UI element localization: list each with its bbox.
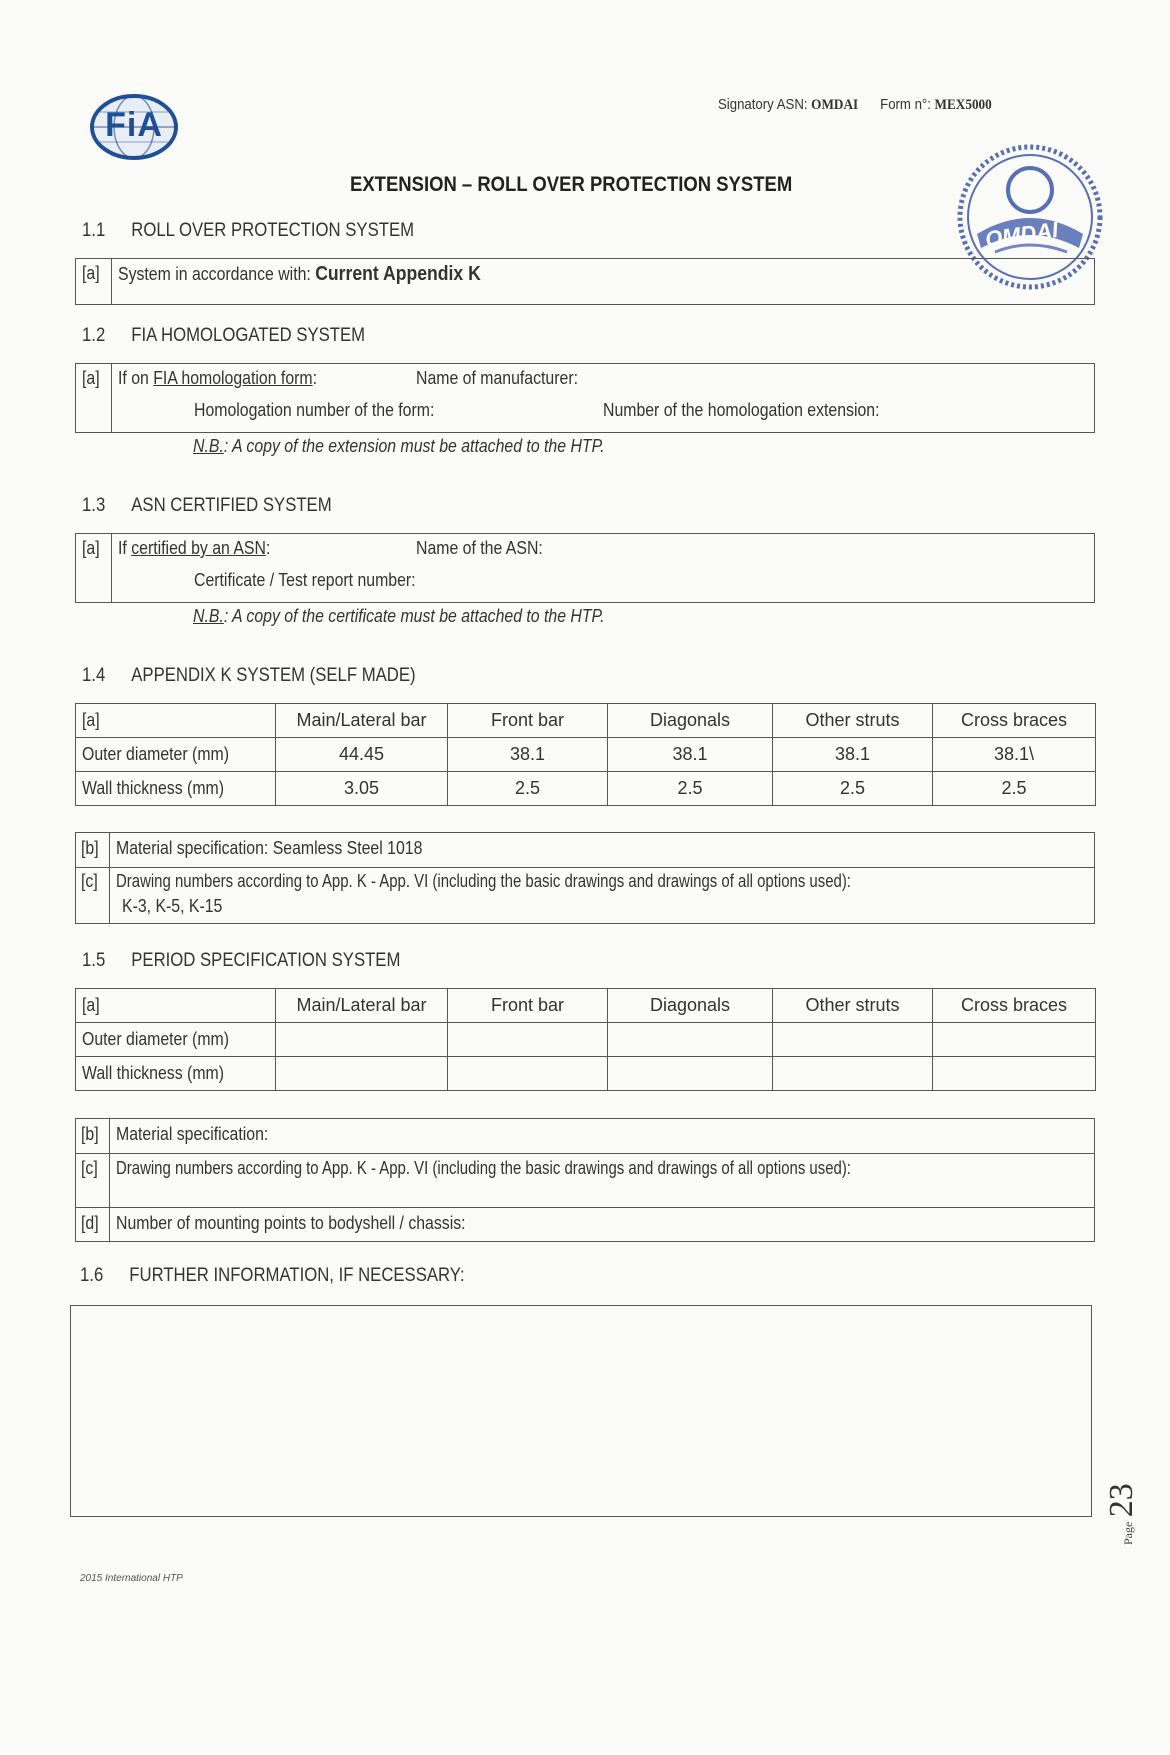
fia-homologation-form-link: FIA homologation form [153,368,313,388]
section-title: PERIOD SPECIFICATION SYSTEM [131,950,401,971]
nb-prefix: N.B. [193,606,224,626]
item-tag: [c] [81,871,98,891]
stamp-text: OMDAI [983,217,1060,252]
table-cell [448,1057,608,1091]
asn-name-label: Name of the ASN: [416,538,543,558]
section-1-2-box [75,363,1095,433]
table-cell: 38.1 [608,738,773,772]
table-cell [773,1057,933,1091]
drawing-numbers-label: Drawing numbers according to App. K - App. VI (including the basic drawings and drawings of all options used): [116,871,851,891]
section-number: 1.5 [82,950,106,971]
certificate-number-label: Certificate / Test report number: [194,570,416,590]
column-header: Diagonals [608,989,773,1023]
nb-text: : A copy of the extension must be attached to the HTP. [223,436,605,456]
certified-by-asn-link: certified by an ASN [131,538,266,558]
system-accordance-field [118,263,530,286]
form-number-label: Form n°: [880,96,931,113]
section-number: 1.2 [82,325,106,346]
row-label: Wall thickness (mm) [76,1057,276,1091]
further-information-box [70,1305,1092,1517]
section-1-6-heading [80,1265,517,1287]
column-header: Other struts [773,704,933,738]
mounting-points-label: Number of mounting points to bodyshell / chassis: [116,1213,466,1233]
column-header: Cross braces [933,989,1096,1023]
if-certified-label: If certified by an ASN: [118,538,271,558]
section-1-4-heading [82,665,461,687]
manufacturer-label: Name of manufacturer: [416,368,578,388]
column-header: Other struts [773,989,933,1023]
section-1-4-material-box [75,832,1095,924]
table-cell [608,1057,773,1091]
signatory-label: Signatory ASN: [718,96,808,113]
table-row [76,738,1096,772]
column-header: Main/Lateral bar [276,704,448,738]
period-specification-table [75,988,1096,1091]
homologation-number-label: Homologation number of the form: [194,400,435,420]
column-header: Main/Lateral bar [276,989,448,1023]
item-tag: [d] [81,1213,99,1233]
table-cell: 2.5 [773,772,933,806]
drawing-numbers-label: Drawing numbers according to App. K - App. VI (including the basic drawings and drawings of all options used): [116,1158,851,1178]
table-cell [608,1023,773,1057]
section-1-5-material-box [75,1118,1095,1242]
appendix-k-table [75,703,1096,806]
page-number-value: 23 [1103,1483,1140,1518]
item-tag: [a] [82,538,100,558]
table-header-row [76,989,1096,1023]
item-tag: [a] [82,368,100,388]
fia-logo-text: FiA [105,106,163,144]
section-1-3-box [75,533,1095,603]
row-label: Outer diameter (mm) [76,1023,276,1057]
form-number-value: MEX5000 [934,97,992,113]
section-title: APPENDIX K SYSTEM (SELF MADE) [131,665,416,686]
table-cell: 38.1\ [933,738,1096,772]
material-specification: Material specification: Seamless Steel 1018 [116,838,423,858]
table-cell: 2.5 [448,772,608,806]
section-1-1-box [75,258,1095,305]
material-specification: Material specification: [116,1124,269,1144]
table-cell: 38.1 [448,738,608,772]
table-cell [276,1023,448,1057]
row-label: Wall thickness (mm) [76,772,276,806]
item-tag: [c] [81,1158,98,1178]
column-header: Front bar [448,704,608,738]
page-title: EXTENSION – ROLL OVER PROTECTION SYSTEM [350,173,793,196]
table-cell [276,1057,448,1091]
footer-document-name: 2015 International HTP [80,1573,183,1584]
system-accordance-label: System in accordance with: [118,264,311,284]
item-tag: [b] [81,838,99,858]
section-number: 1.6 [80,1265,104,1286]
column-header: Front bar [448,989,608,1023]
table-corner: [a] [76,704,276,738]
fia-logo [88,92,180,162]
section-title: ROLL OVER PROTECTION SYSTEM [131,220,415,241]
table-cell: 2.5 [933,772,1096,806]
column-header: Diagonals [608,704,773,738]
section-number: 1.3 [82,495,106,516]
section-number: 1.1 [82,220,106,241]
table-row [76,772,1096,806]
nb-prefix: N.B. [193,436,224,456]
section-1-3-note [193,606,661,627]
table-cell [773,1023,933,1057]
page-label: Page [1121,1521,1135,1545]
table-header-row [76,704,1096,738]
if-on-form-label: If on FIA homologation form: [118,368,318,388]
extension-number-label: Number of the homologation extension: [603,400,880,420]
table-row [76,1023,1096,1057]
item-tag: [a] [82,263,100,283]
table-cell [933,1057,1096,1091]
section-1-1-heading [82,220,459,242]
section-title: ASN CERTIFIED SYSTEM [131,495,332,516]
drawing-numbers-value: K-3, K-5, K-15 [122,896,223,916]
nb-text: : A copy of the certificate must be attached to the HTP. [223,606,605,626]
column-header: Cross braces [933,704,1096,738]
table-corner: [a] [76,989,276,1023]
signatory-value: OMDAI [811,97,859,113]
section-title: FIA HOMOLOGATED SYSTEM [131,325,366,346]
section-1-2-note [193,436,661,457]
page-number [1103,1483,1141,1545]
table-cell: 3.05 [276,772,448,806]
section-1-3-heading [82,495,366,517]
table-cell: 38.1 [773,738,933,772]
row-label: Outer diameter (mm) [76,738,276,772]
section-1-5-heading [82,950,444,972]
table-row [76,1057,1096,1091]
item-tag: [b] [81,1124,99,1144]
table-cell [448,1023,608,1057]
table-cell [933,1023,1096,1057]
signatory-header [718,96,1029,114]
table-cell: 2.5 [608,772,773,806]
section-title: FURTHER INFORMATION, IF NECESSARY: [129,1265,465,1286]
section-1-2-heading [82,325,404,347]
system-accordance-value: Current Appendix K [315,263,481,285]
section-number: 1.4 [82,665,106,686]
table-cell: 44.45 [276,738,448,772]
